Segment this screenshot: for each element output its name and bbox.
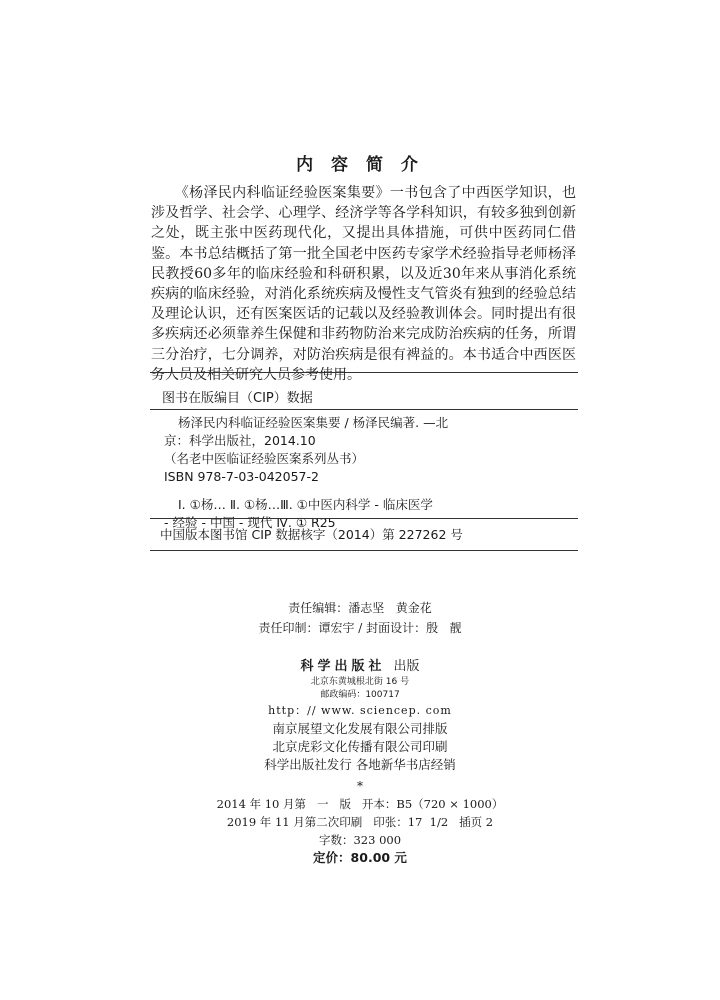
intro-paragraph: 《杨泽民内科临证经验医案集要》一书包含了中西医学知识，也涉及哲学、社会学、心理学、经济学等各学科知识，有较多独到创新之处，既主张中医药现代化，又提出具体措施，可供中医药同仁借鉴。本书总结概括了第一批全国老中医药专家学术经验指导老师杨泽民教授60多年的临床经验和科研积累，以及近30年来从事消化系统疾病的临床经验，对消化系统疾病及慢性支气管炎有独到的经验总结及理论认识，还有医案医话的记载以及经验教训体会。同时提出有很多疾病还必须靠养生保健和非药物防治来完成防治疾病的任务，所谓三分治疗，七分调养，对防治疾病是很有裨益的。本书适合中西医医务人员及相关研究人员参考使用。 [151, 185, 576, 383]
publisher-postcode: 邮政编码：100717 [320, 690, 400, 700]
editors-line: 责任编辑：潘志坚 黄金花 [288, 601, 432, 615]
distribution-line: 科学出版社发行 各地新华书店经销 [264, 757, 456, 772]
publisher-section [0, 655, 720, 798]
cip-record-number: 中国版本图书馆 CIP 数据核字（2014）第 227262 号 [160, 527, 463, 542]
cip-line-4: ISBN 978-7-03-042057-2 [164, 469, 319, 484]
cip-mid-rule [150, 518, 578, 519]
separator-star: * [357, 779, 363, 793]
page-title: 内 容 简 介 [296, 155, 424, 175]
publisher-address: 北京东黄城根北街 16 号 [310, 677, 410, 687]
edition-line: 2014 年 10 月第 一 版 开本：B5（720 × 1000） [216, 797, 504, 811]
publisher-url: http：// www. sciencep. com [268, 704, 452, 717]
publisher-name-line [0, 655, 720, 674]
price: 定价：80.00 元 [313, 850, 407, 865]
specs-section [0, 795, 720, 867]
credits-section [0, 598, 720, 638]
printer-line: 北京虎彩文化传播有限公司印刷 [272, 739, 448, 754]
printing-line: 2019 年 11 月第二次印刷 印张：17 1/2 插页 2 [226, 815, 494, 829]
printing-design-line: 责任印制：谭宏宇 / 封面设计：殷 靓 [258, 621, 462, 635]
typesetter-line: 南京展望文化发展有限公司排版 [272, 721, 448, 736]
cip-top-rule [150, 372, 578, 373]
cip-bottom-rule [150, 550, 578, 551]
cip-heading: 图书在版编目（CIP）数据 [162, 391, 313, 406]
cip-line-1: 杨泽民内科临证经验医案集要 / 杨泽民编著. —北 [178, 415, 449, 430]
cip-block [150, 372, 578, 572]
publisher-name: 科学出版社 [300, 659, 386, 674]
cip-body [164, 414, 568, 532]
cip-line-3: （名老中医临证经验医案系列丛书） [164, 451, 365, 466]
cip-line-5: Ⅰ. ①杨… Ⅱ. ①杨…Ⅲ. ①中医内科学 - 临床医学 [178, 497, 433, 512]
cip-heading-rule [150, 409, 578, 410]
cip-line-6: - 经验 - 中国 - 现代 Ⅳ. ① R25 [164, 515, 336, 530]
publisher-suffix: 出版 [393, 659, 420, 674]
cip-line-2: 京：科学出版社，2014.10 [164, 433, 316, 448]
word-count: 字数：323 000 [318, 833, 402, 847]
intro-section [151, 183, 576, 385]
